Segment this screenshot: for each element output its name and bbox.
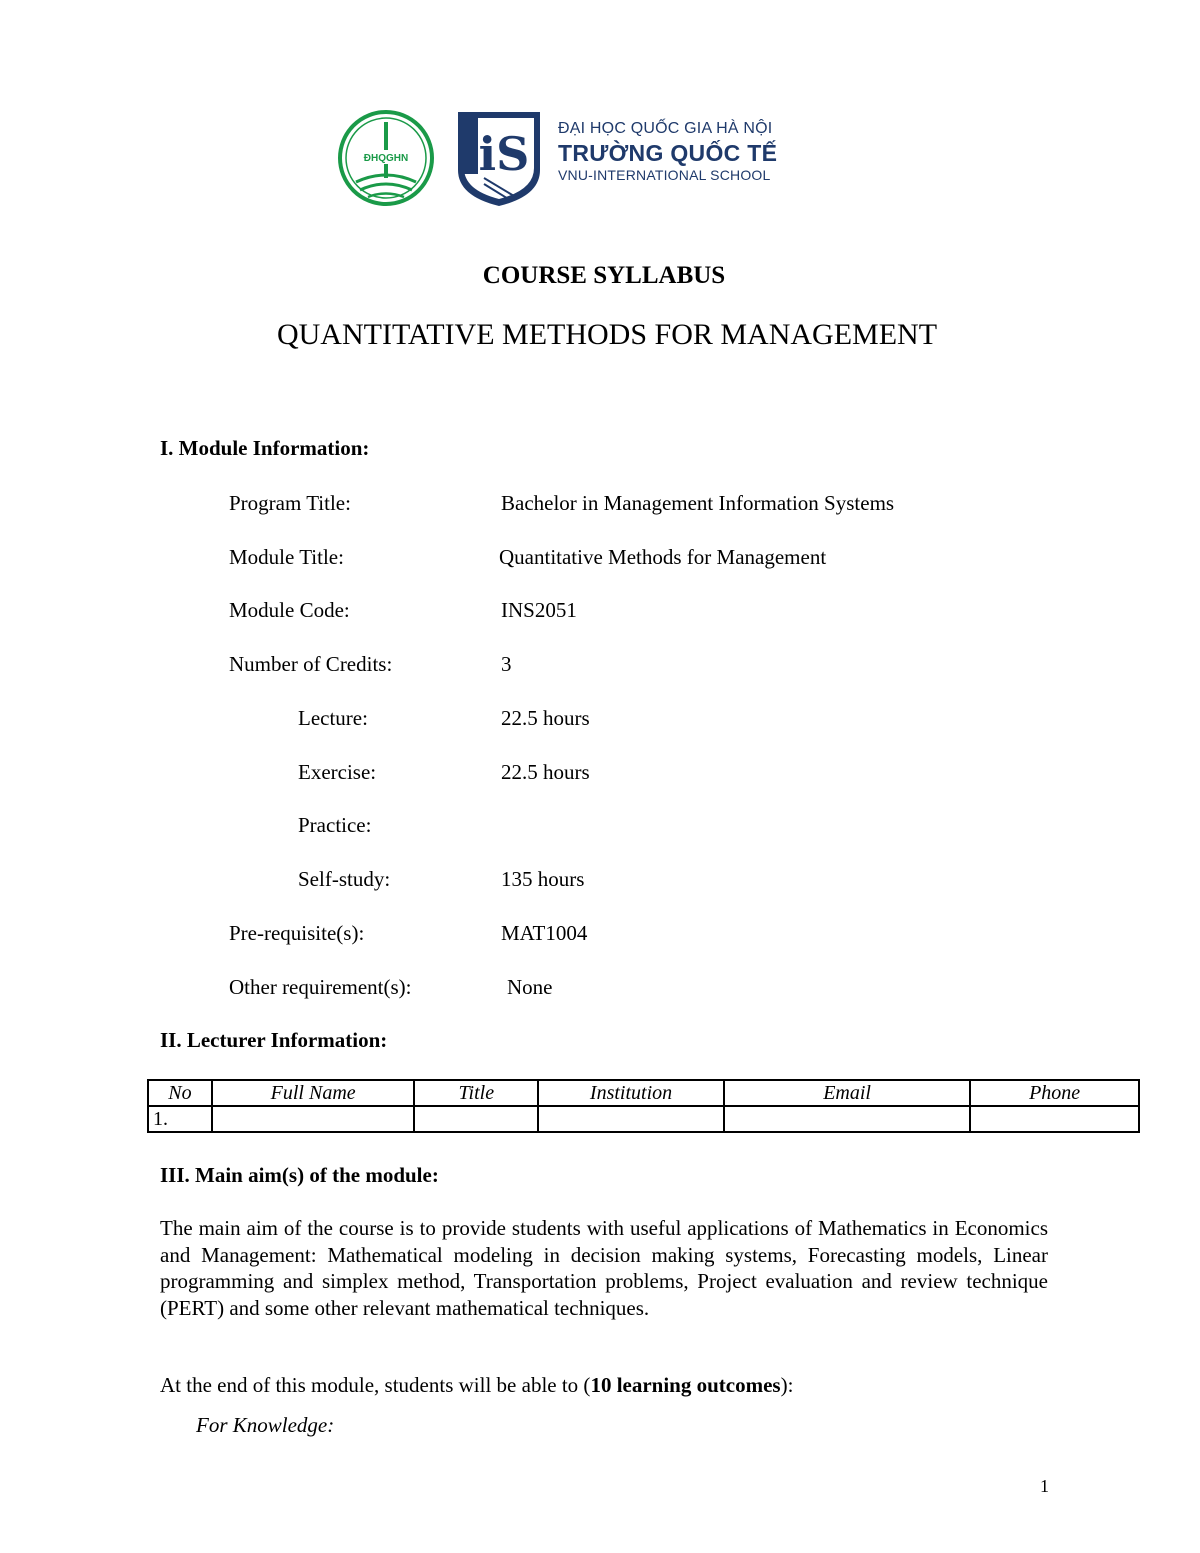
prerequisite-label: Pre-requisite(s):: [229, 921, 365, 945]
credits-value: 3: [501, 652, 512, 676]
school-line-3: VNU-INTERNATIONAL SCHOOL: [558, 167, 771, 183]
exercise-value: 22.5 hours: [501, 760, 590, 784]
program-title-value: Bachelor in Management Information Systems: [501, 491, 895, 515]
is-logo-text: iS: [478, 127, 530, 181]
cell-no: 1.: [148, 1106, 212, 1132]
course-title: QUANTITATIVE METHODS FOR MANAGEMENT: [276, 318, 938, 351]
cell-title: [414, 1106, 538, 1132]
learning-outcomes-intro: [160, 1373, 793, 1398]
col-header-institution: Institution: [538, 1080, 724, 1106]
page-number: 1: [1040, 1476, 1049, 1496]
self-study-label: Self-study:: [298, 867, 391, 891]
table-header-row: [148, 1080, 1139, 1106]
col-header-full-name: Full Name: [212, 1080, 415, 1106]
outcomes-suffix: ):: [780, 1373, 794, 1397]
document-title: COURSE SYLLABUS: [482, 262, 726, 289]
outcomes-count: 10 learning outcomes: [590, 1373, 781, 1397]
school-name-block: [558, 120, 777, 183]
school-line-1: ĐẠI HỌC QUỐC GIA HÀ NỘI: [558, 120, 773, 137]
practice-label: Practice:: [298, 813, 372, 837]
lecture-label: Lecture:: [298, 706, 368, 730]
header-logos: [0, 100, 1200, 220]
self-study-value: 135 hours: [501, 867, 585, 891]
other-requirements-label: Other requirement(s):: [229, 975, 412, 999]
lecturer-table: [147, 1079, 1140, 1133]
module-aim-paragraph: The main aim of the course is to provide students with useful applications of Mathematics in Economics and Management: Mathematical modeling in decision making systems, Forecasting models, Linear programming and simplex method, Transportation problems, Project evaluation and review technique (PERT) and some other relevant mathematical techniques.: [160, 1216, 1048, 1320]
outcomes-prefix: At the end of this module, students will be able to (: [160, 1373, 591, 1397]
cell-institution: [538, 1106, 724, 1132]
for-knowledge-label: For Knowledge:: [196, 1413, 335, 1437]
other-requirements-value: None: [507, 975, 553, 999]
cell-email: [724, 1106, 970, 1132]
cell-phone: [970, 1106, 1139, 1132]
vnu-logo-text: ĐHQGHN: [363, 153, 409, 164]
program-title-label: Program Title:: [229, 491, 351, 515]
col-header-no: No: [148, 1080, 212, 1106]
col-header-email: Email: [724, 1080, 970, 1106]
section-1-heading: I. Module Information:: [160, 436, 370, 460]
module-title-value: Quantitative Methods for Management: [499, 545, 827, 569]
col-header-title: Title: [414, 1080, 538, 1106]
prerequisite-value: MAT1004: [501, 921, 588, 945]
is-logo: [454, 108, 544, 208]
section-2-heading: II. Lecturer Information:: [160, 1028, 388, 1052]
table-row: [148, 1106, 1139, 1132]
cell-full-name: [212, 1106, 415, 1132]
module-code-label: Module Code:: [229, 598, 350, 622]
section-3-heading: III. Main aim(s) of the module:: [160, 1163, 439, 1187]
module-code-value: INS2051: [501, 598, 577, 622]
vnu-logo: [336, 108, 436, 208]
module-title-label: Module Title:: [229, 545, 344, 569]
lecture-value: 22.5 hours: [501, 706, 590, 730]
school-line-2: TRƯỜNG QUỐC TẾ: [558, 140, 778, 166]
exercise-label: Exercise:: [298, 760, 377, 784]
credits-label: Number of Credits:: [229, 652, 393, 676]
col-header-phone: Phone: [970, 1080, 1139, 1106]
